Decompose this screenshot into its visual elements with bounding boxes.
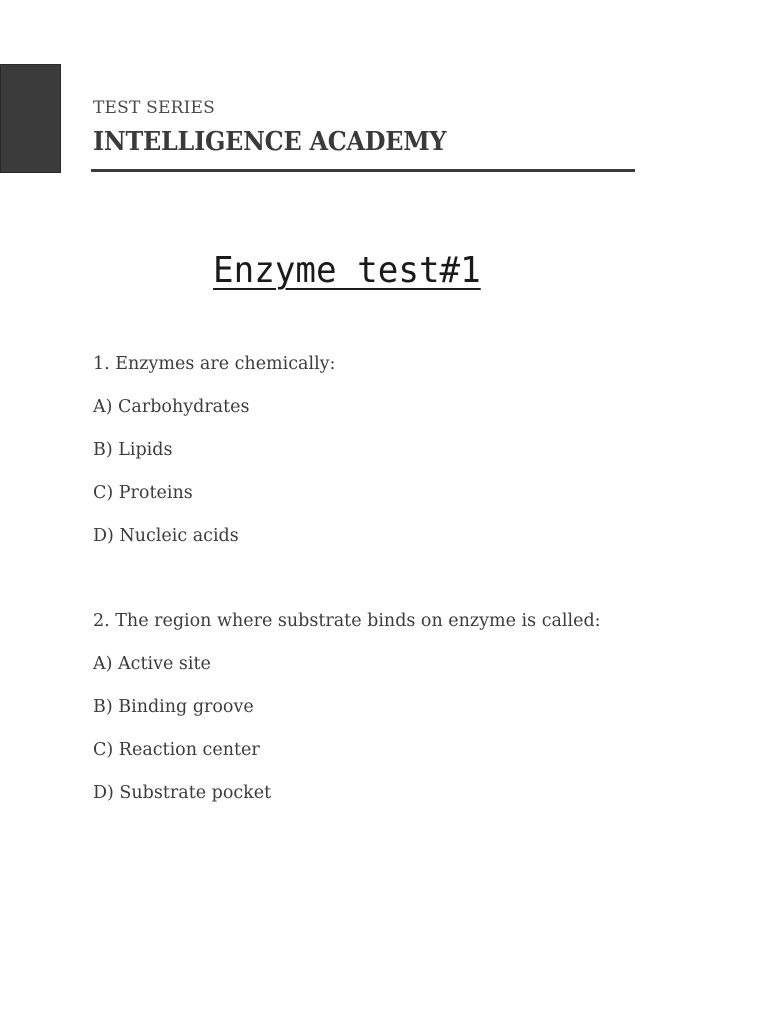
option-c: C) Reaction center [93,740,260,760]
document-title [0,250,768,291]
option-a: A) Active site [93,654,211,674]
question-text: 1. Enzymes are chemically: [93,354,336,374]
question-text: 2. The region where substrate binds on enzyme is called: [93,611,601,631]
option-c: C) Proteins [93,483,193,503]
series-label: TEST SERIES [93,98,215,118]
side-decoration-block [0,64,61,173]
document-header [93,96,635,160]
academy-title: INTELLIGENCE ACADEMY [93,127,447,157]
question-list [93,350,733,822]
question-block [93,350,733,565]
option-d: D) Nucleic acids [93,526,239,546]
option-a: A) Carbohydrates [93,397,250,417]
question-spacer [93,565,733,607]
option-b: B) Binding groove [93,697,254,717]
option-d: D) Substrate pocket [93,783,272,803]
option-b: B) Lipids [93,440,173,460]
header-divider [91,169,635,172]
test-title: Enzyme test#1 [213,250,481,291]
question-block [93,607,733,822]
